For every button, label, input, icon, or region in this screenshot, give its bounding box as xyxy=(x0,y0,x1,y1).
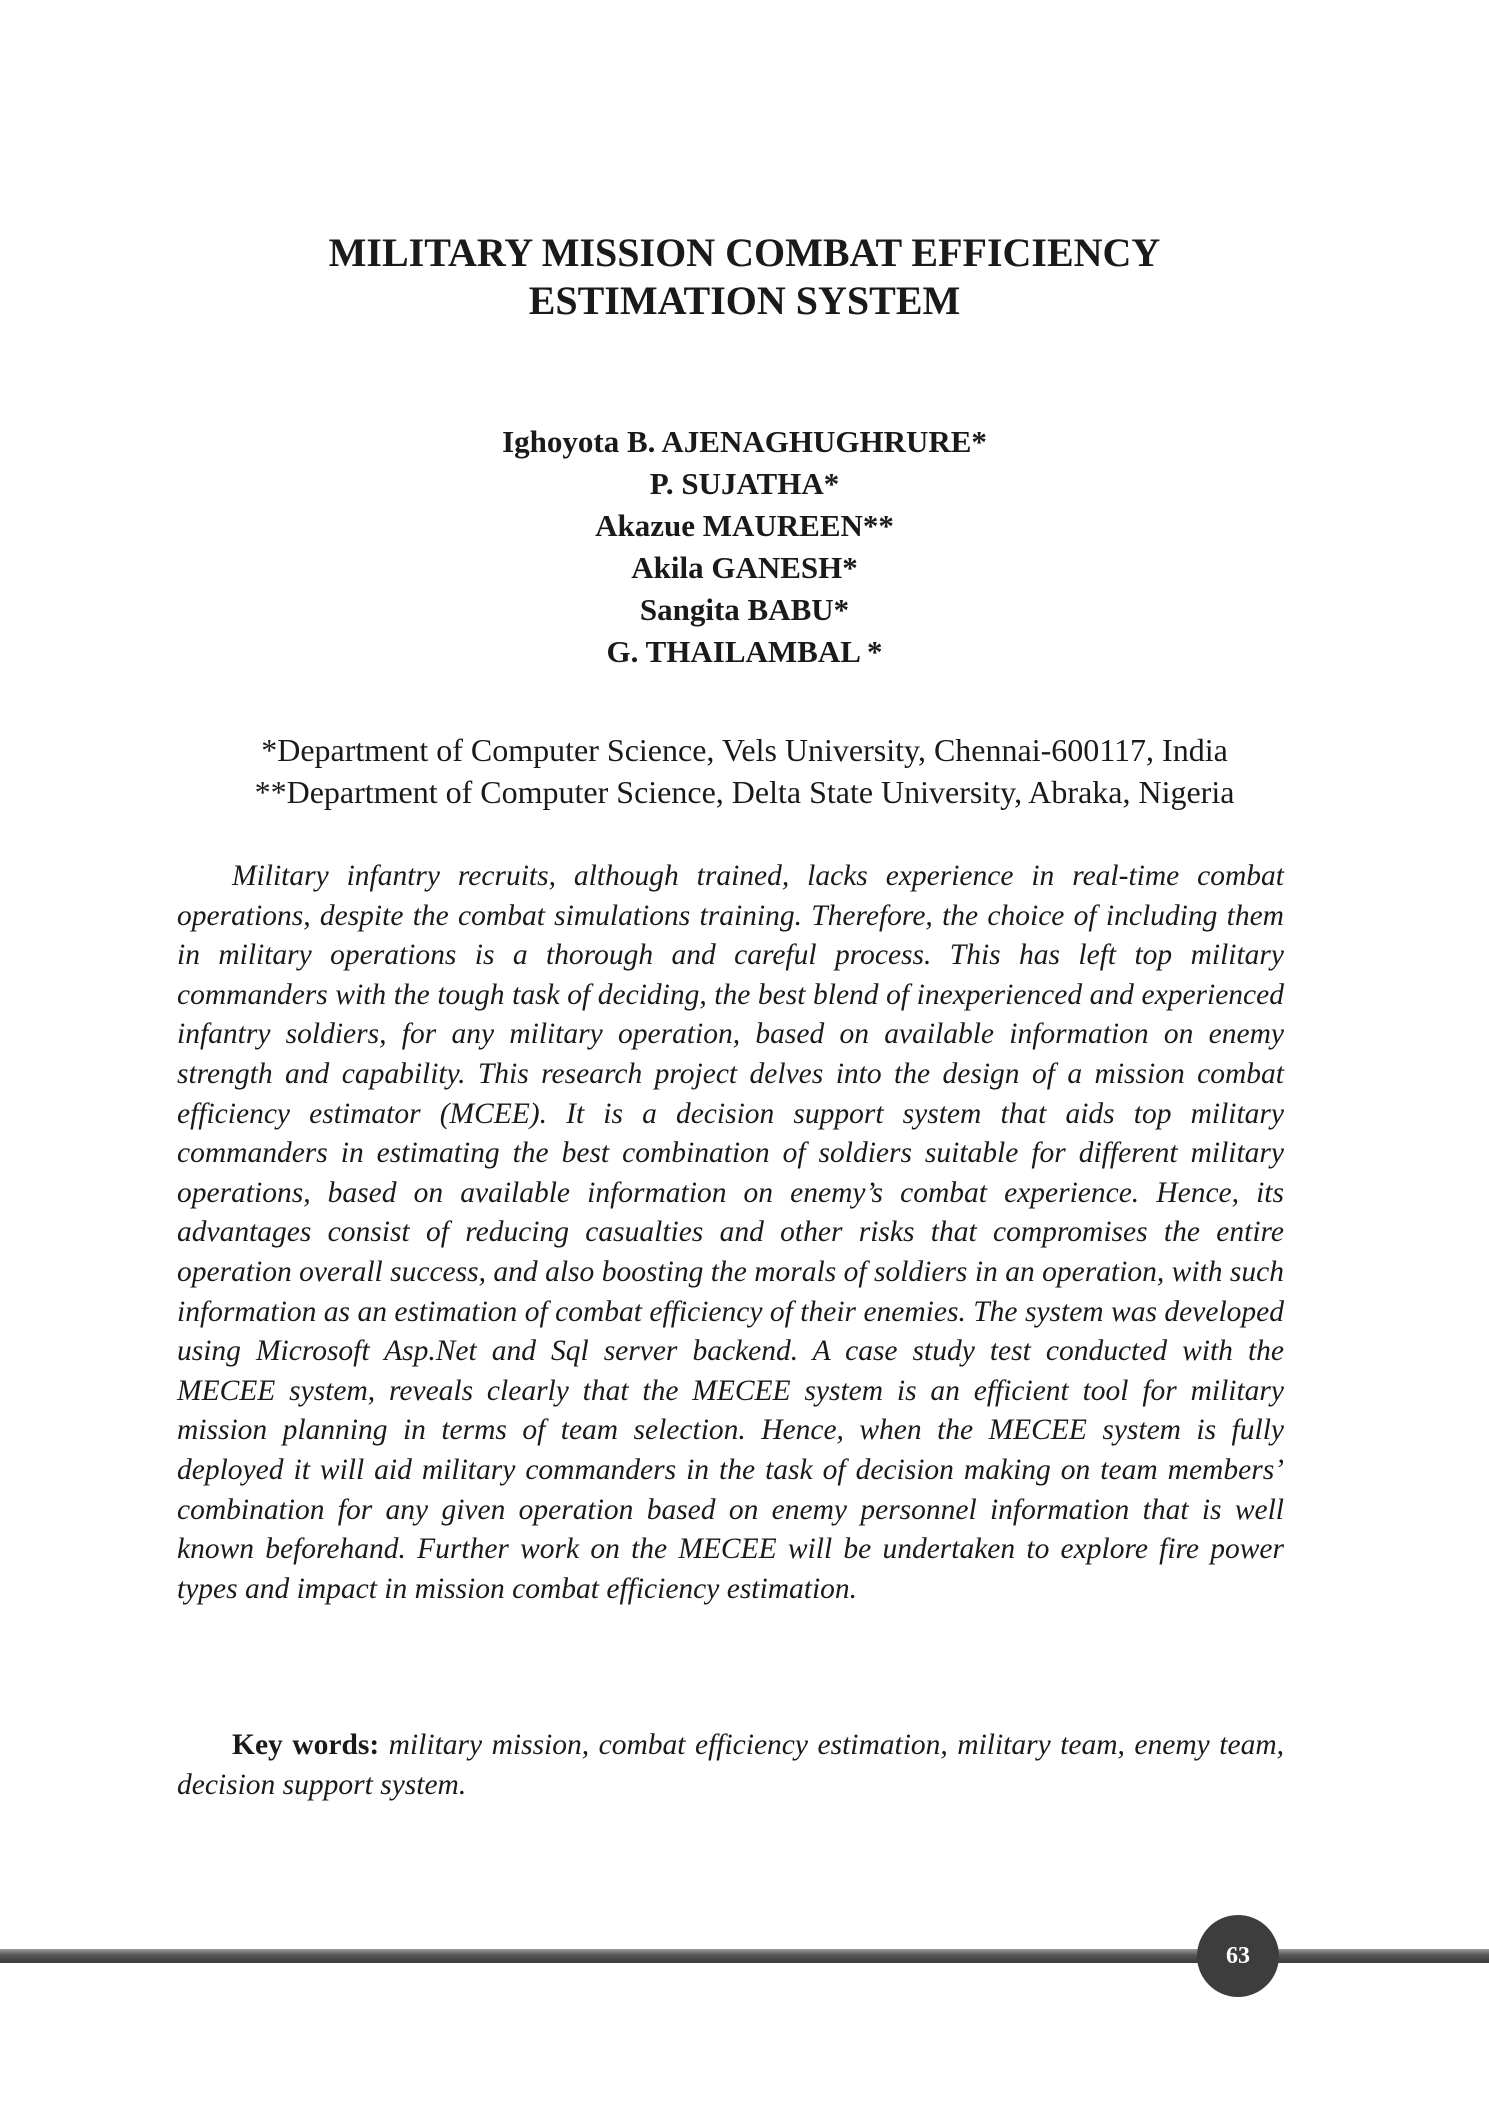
page-number-badge xyxy=(1197,1915,1279,1997)
affiliation-1: *Department of Computer Science, Vels University, Chennai-600117, India xyxy=(261,732,1228,768)
paper-title xyxy=(0,229,1489,325)
page-number: 63 xyxy=(1226,1942,1250,1969)
author-list xyxy=(0,421,1489,673)
title-line-1: MILITARY MISSION COMBAT EFFICIENCY xyxy=(328,230,1161,275)
keywords-paragraph xyxy=(177,1726,1284,1805)
title-line-2: ESTIMATION SYSTEM xyxy=(528,278,961,323)
author-6: G. THAILAMBAL * xyxy=(606,634,883,669)
author-3: Akazue MAUREEN** xyxy=(595,508,894,543)
author-4: Akila GANESH* xyxy=(631,550,858,585)
abstract-text: Military infantry recruits, although trained, lacks experience in real-time combat operations, despite the combat simulations training. Therefore, the choice of including them in military operations is a thorough and careful process. This has left top military commanders with the tough task of deciding, the best blend of inexperienced and experienced infantry soldiers, for any military operation, based on available information on enemy strength and capability. This research project delves into the design of a mission combat efficiency estimator (MCEE). It is a decision support system that aids top military commanders in estimating the best combination of soldiers suitable for different military operations, based on available information on enemy’s combat experience. Hence, its advantages consist of reducing casualties and other risks that compromises the entire operation overall success, and also boosting the morals of soldiers in an operation, with such information as an estimation of combat efficiency of their enemies. The system was developed using Microsoft Asp.Net and Sql server backend. A case study test conducted with the MECEE system, reveals clearly that the MECEE system is an efficient tool for military mission planning in terms of team selection. Hence, when the MECEE system is fully deployed it will aid military commanders in the task of decision making on team members’ combination for any given operation based on enemy personnel information that is well known beforehand. Further work on the MECEE will be undertaken to explore fire power types and impact in mission combat efficiency estimation. xyxy=(177,860,1284,1605)
author-5: Sangita BABU* xyxy=(639,592,850,627)
author-1: Ighoyota B. AJENAGHUGHRURE* xyxy=(502,424,987,459)
affiliation-list xyxy=(0,729,1489,813)
keywords-text: military mission, combat efficiency estimation, military team, enemy team, decision support system. xyxy=(177,1729,1284,1801)
keywords-label: Key words: xyxy=(232,1729,380,1761)
author-2: P. SUJATHA* xyxy=(649,466,840,501)
affiliation-2: **Department of Computer Science, Delta State University, Abraka, Nigeria xyxy=(254,774,1235,810)
